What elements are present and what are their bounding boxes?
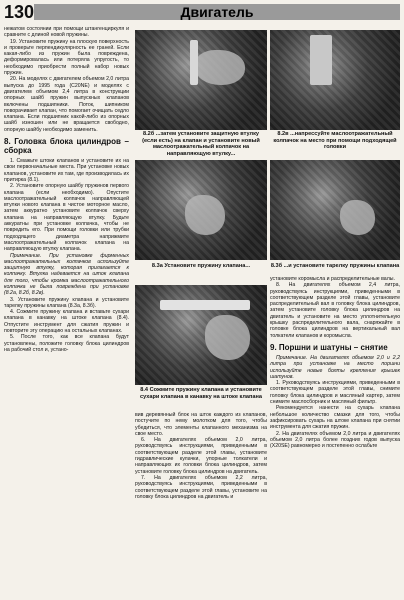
paragraph: вив деревянный блок на шток каждого из клапанов, постучите по нему молотком для того, чтобы убедиться, что элементы клапанного механизма на свое место.: [135, 412, 267, 437]
paragraph: Рекомендуется нанести на сухарь клапана небольшое количество смазки для того, чтобы зафиксировать сухарь на штоке клапана при снятии инструмента для сжатия пружин.: [270, 405, 400, 431]
paragraph: 1. Руководствуясь инструкциями, приведенными в соответствующем разделе этой главы, снимите головку блока цилиндров и масляный картер, затем снимите маслосборник и масляный фильтр.: [270, 380, 400, 406]
photo-8-4: [135, 285, 267, 385]
right-column: [270, 276, 400, 449]
paragraph: 6. На двигателях объемом 2,0 литра, руководствуясь инструкциями, приведенными в соответствующем разделе этой главы, установите гидравлические кулачки, упорные толкатели и направляющих их головки блока цилиндров, затем установите головку блока цилиндров на двигатель.: [135, 437, 267, 475]
page-number: 130: [4, 2, 35, 22]
caption-8-2v: 8.2в ...напрессуйте маслоотражательный колпачок на место при помощи подходящей головки: [273, 131, 397, 151]
paragraph: 2. Установите опорную шайбу пружинов первого клапана (если необходимо). Опустите маслоотражательный колпачок направляющей втулки нового клапана в чистое моторное масло, затем аккуратно установите колпачок сверху клапана на направляющую втулку. Будьте аккуратны при установке колпачка, чтобы не повредить его. При помощи головки или трубки подходящего диаметра наприжмите маслоотражательный колпачок клапана на направляющую втулку клапана.: [4, 183, 129, 253]
paragraph: 8. На двигателях объемом 2,4 литра, руководствуясь инструкциями, приведенными в соответствующем разделе этой главы, установите распределительный вал в головку блока цилиндров, затем установите головку блока цилиндров на двигатель и установите на место уплотнительную крышку распределительного вала, снаряжайте в головке блока цилиндров на вертикальный вал толкатели клапанов и коромысла.: [270, 282, 400, 339]
caption-8-3a: 8.3а Установите пружину клапана...: [151, 263, 251, 269]
paragraph: 7. На двигателях объемом 2,2 литра, руководствуясь инструкциями, приведенными в соответствующем разделе этой главы, установите на головку блока цилиндров на двигатель и: [135, 474, 267, 500]
paragraph: 4. Сожмите пружину клапана и вставьте сухари клапана в канавку на штоке клапана (8.4). Отпустите инструмент для сжатия пружин и повторите эту операцию на остальных клапанах.: [4, 309, 129, 335]
middle-column: [135, 412, 267, 500]
paragraph: 5. После того, как все клапана будут установлены, положите головку блока цилиндров на рабочий стол и, устано-: [4, 334, 129, 353]
photo-8-3b: [270, 160, 400, 260]
page-header: [0, 0, 404, 24]
section-heading: 8. Головка блока цилиндров – сборка: [4, 137, 129, 156]
caption-8-2b: 8.2б ...затем установите защитную втулку (если есть) на клапан и установите новый маслоотражательный колпачок на направляющую втулку...: [142, 131, 260, 157]
paragraph: 2. На двигателях объемом 2,0 литра и двигателях объемом 2,0 литра более поздних годов выпуска (X20SE) равномерно и постепенно ослабьте: [270, 430, 400, 450]
left-column: [4, 26, 129, 353]
paragraph: 19. Установите пружину на плоскую поверхность и проверьте перпендикулярность ее граней. Если какая-либо из пружин была повреждена, деформировалась или потеряла упругость, то необходимо приобрести полный набор новых пружин.: [4, 38, 129, 77]
photo-8-2v: [270, 30, 400, 130]
photo-8-3a: [135, 160, 267, 260]
paragraph: 20. На моделях с двигателем объемом 2,0 литра выпуска до 1995 года (C20NE) и моделях с двигателем объемом 2,4 литра в конструкции опорных шайб пружин выпускных клапанов включены подшипники. Поток, шипником поворачивает клапан, что помогает очищать седло клапана. Если подшипник какой-либо из опорных шайб изношен или не вращается свободно, опорную шайбу необходимо заменить.: [4, 76, 129, 133]
paragraph: нежатом состоянии при помощи штангенциркуля и сравните с длиной новой пружины.: [4, 26, 129, 39]
section-heading: 9. Поршни и шатуны – снятие: [270, 342, 388, 352]
page-title: Двигатель: [180, 4, 254, 20]
note: Примечание. На двигателях объемом 2,0 и 2,2 литра при установке на место поршни используйте новые болты крепления крышек шатунов.: [270, 354, 400, 380]
note: Примечание. При установке фирменных маслоотражательных колпачков используйте защитную втулку, которая прилагается к колпачку. Втулка надевается на шток клапана для того, чтобы кромка маслоотражательного колпачка не была повреждена при установке (8.2а, 8.2б, 8.2в).: [4, 252, 129, 297]
paragraph: установите коромысла и распределительные валы.: [270, 276, 395, 282]
caption-8-3b: 8.3б ...и установите тарелку пружины клапана: [270, 263, 400, 269]
paragraph: 1. Смажьте штоки клапанов и установите их на свои первоначальные места. При установке новых клапанов, установите их там, где производилась их притирка (8.1).: [4, 158, 129, 183]
photo-8-2b: [135, 30, 267, 130]
paragraph: 3. Установите пружину клапана и установите тарелку пружины клапана (8.3а, 8.3б).: [4, 296, 129, 309]
header-bar: [34, 4, 400, 20]
caption-8-4: 8.4 Сожмите пружину клапана и установите сухари клапана в канавку на штоке клапана: [139, 387, 263, 400]
